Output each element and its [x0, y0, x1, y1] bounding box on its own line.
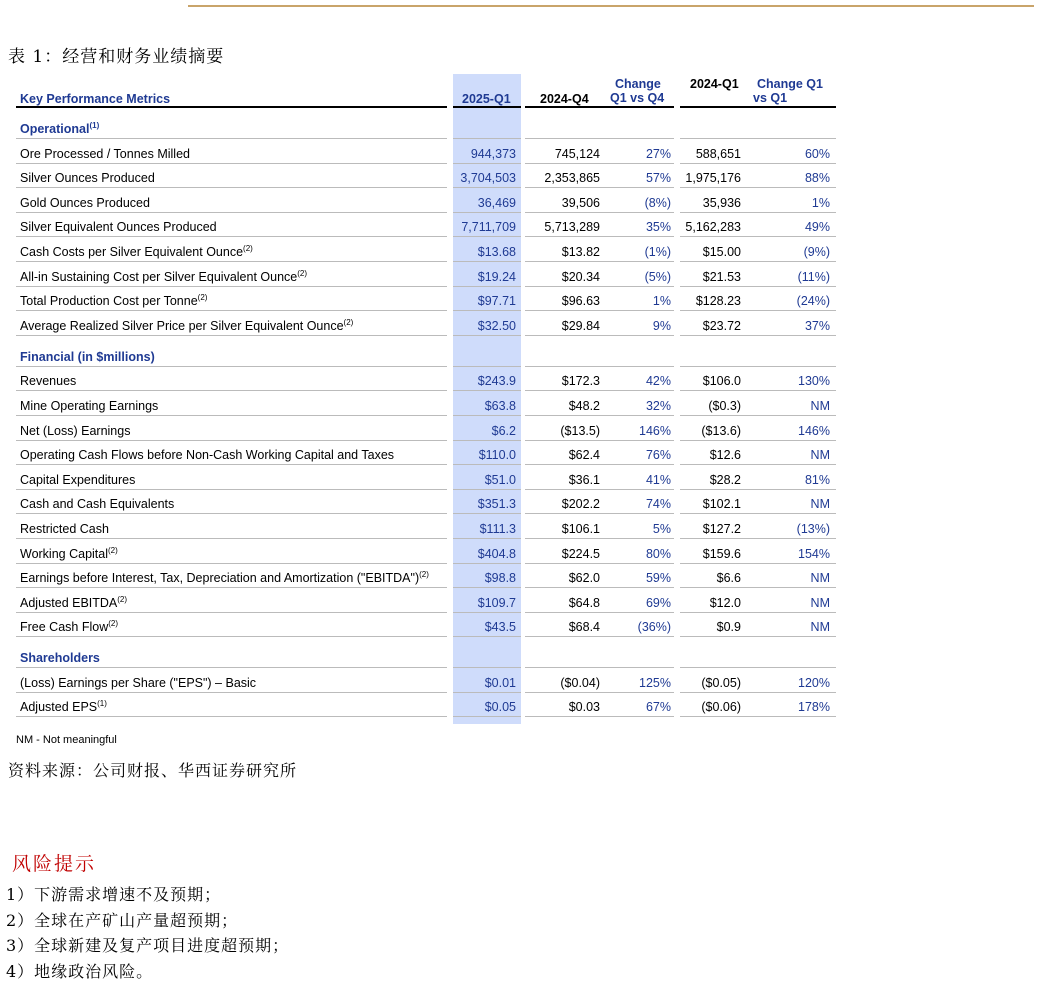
metric-footnote-marker: (2): [197, 293, 208, 303]
change-q1-vs-q1: 88%: [804, 171, 830, 186]
table-row: [16, 588, 836, 613]
change-q1-vs-q1: 37%: [804, 318, 830, 333]
change-q1-vs-q1: (9%): [803, 244, 830, 259]
header-change-q1-vs-q4-line2: Q1 vs Q4: [610, 91, 665, 105]
change-q1-vs-q1: (13%): [796, 521, 830, 536]
value-2024-q1: 5,162,283: [685, 220, 741, 235]
section-row: [16, 637, 836, 668]
value-2024-q1: $21.53: [702, 269, 741, 284]
value-2024-q4: ($0.04): [560, 675, 600, 690]
header-change-q1-vs-q1-line1: Change Q1: [757, 77, 823, 91]
metric-label: [20, 497, 174, 511]
change-q1-vs-q1: 146%: [798, 423, 830, 438]
change-q1-vs-q4: 67%: [645, 700, 671, 715]
metric-label: [20, 294, 207, 308]
value-2024-q4: $64.8: [568, 595, 600, 610]
section-title-text: Shareholders: [20, 651, 100, 666]
metric-label-text: All-in Sustaining Cost per Silver Equivalent Ounce: [20, 269, 298, 284]
value-2024-q1: ($0.05): [701, 675, 741, 690]
risk-item: 4）地缘政治风险。: [6, 961, 154, 981]
change-q1-vs-q1: NM: [810, 448, 830, 463]
header-change-q1-vs-q1-line2: vs Q1: [753, 91, 788, 105]
metric-label: [20, 374, 76, 388]
section-footnote-marker: (1): [89, 121, 100, 130]
value-2025-q1: $43.5: [484, 620, 516, 635]
metric-label: [20, 245, 253, 259]
metric-label: [20, 171, 155, 185]
row-divider: [16, 716, 447, 717]
table-caption: 表 1：经营和财务业绩摘要: [8, 47, 225, 67]
metric-label: [20, 473, 135, 487]
source-note: 资料来源：公司财报、华西证券研究所: [8, 761, 298, 780]
header-change-q1-vs-q4-line1: Change: [615, 77, 661, 91]
change-q1-vs-q1: 120%: [798, 675, 830, 690]
risk-item: 3）全球新建及复产项目进度超预期；: [6, 936, 290, 955]
metric-label-text: Capital Expenditures: [20, 472, 136, 487]
change-q1-vs-q1: NM: [810, 620, 830, 635]
change-q1-vs-q1: NM: [810, 398, 830, 413]
table-row: [16, 164, 836, 189]
table-row: [16, 490, 836, 515]
risk-item: 1）下游需求增速不及预期；: [6, 885, 222, 904]
row-divider: [453, 716, 521, 717]
top-divider: [188, 5, 1034, 7]
value-2024-q1: $12.0: [709, 595, 741, 610]
change-q1-vs-q1: (24%): [796, 294, 830, 309]
change-q1-vs-q4: 32%: [645, 398, 671, 413]
value-2025-q1: $243.9: [477, 374, 516, 389]
value-2024-q4: $106.1: [561, 521, 600, 536]
value-2024-q4: $62.4: [568, 448, 600, 463]
risk-title: 风险提示: [12, 853, 97, 875]
table-row: [16, 188, 836, 213]
row-divider: [680, 716, 836, 717]
header-metric: Key Performance Metrics: [20, 92, 171, 106]
metric-label-text: Restricted Cash: [20, 521, 109, 536]
metric-label-text: Total Production Cost per Tonne: [20, 294, 198, 309]
value-2025-q1: $109.7: [477, 595, 516, 610]
value-2024-q1: $15.00: [702, 244, 741, 259]
change-q1-vs-q4: 76%: [645, 448, 671, 463]
change-q1-vs-q1: 130%: [798, 374, 830, 389]
metric-footnote-marker: (1): [97, 699, 107, 709]
table-row: [16, 465, 836, 490]
metric-label-text: Ore Processed / Tonnes Milled: [20, 146, 190, 161]
value-2024-q1: 588,651: [695, 146, 741, 161]
metric-label-text: Silver Equivalent Ounces Produced: [20, 220, 217, 235]
value-2024-q1: $102.1: [702, 497, 741, 512]
metric-label-text: Revenues: [20, 374, 77, 389]
change-q1-vs-q4: (8%): [644, 195, 671, 210]
change-q1-vs-q4: 59%: [645, 571, 671, 586]
table-row: [16, 416, 836, 441]
change-q1-vs-q4: 35%: [645, 220, 671, 235]
value-2025-q1: $404.8: [477, 546, 516, 561]
metric-label-text: Working Capital: [20, 546, 109, 561]
table-row: [16, 262, 836, 287]
value-2024-q4: $13.82: [561, 244, 600, 259]
metric-label: [20, 547, 118, 561]
table-row: [16, 564, 836, 589]
value-2025-q1: $98.8: [484, 571, 516, 586]
value-2025-q1: $19.24: [477, 269, 516, 284]
value-2024-q4: $202.2: [561, 497, 600, 512]
value-2024-q1: ($13.6): [701, 423, 741, 438]
table-row: [16, 139, 836, 164]
change-q1-vs-q1: (11%): [797, 269, 830, 284]
value-2025-q1: $0.01: [484, 675, 516, 690]
change-q1-vs-q1: 60%: [804, 146, 830, 161]
metric-label-text: Adjusted EPS: [20, 700, 98, 715]
value-2024-q4: $172.3: [561, 374, 600, 389]
value-2024-q4: ($13.5): [560, 423, 600, 438]
metric-label-text: (Loss) Earnings per Share ("EPS") – Basic: [20, 675, 257, 690]
change-q1-vs-q4: 5%: [652, 521, 671, 536]
value-2024-q4: $48.2: [568, 398, 600, 413]
change-q1-vs-q4: 74%: [645, 497, 671, 512]
table-row: [16, 693, 836, 718]
change-q1-vs-q4: 41%: [645, 472, 671, 487]
kpi-table: [16, 74, 836, 717]
value-2024-q4: $62.0: [568, 571, 600, 586]
value-2025-q1: $0.05: [484, 700, 516, 715]
value-2024-q4: 5,713,289: [544, 220, 600, 235]
section-title: [20, 122, 99, 136]
value-2024-q4: $68.4: [568, 620, 600, 635]
value-2024-q4: 745,124: [554, 146, 600, 161]
value-2025-q1: $97.71: [477, 294, 516, 309]
value-2025-q1: 7,711,709: [461, 220, 516, 235]
value-2025-q1: 36,469: [477, 195, 516, 210]
change-q1-vs-q4: 80%: [645, 546, 671, 561]
value-2024-q1: $23.72: [702, 318, 741, 333]
metric-footnote-marker: (2): [419, 570, 429, 580]
change-q1-vs-q1: 1%: [811, 195, 830, 210]
metric-label: [20, 448, 394, 462]
value-2024-q1: $28.2: [709, 472, 741, 487]
value-2024-q4: $96.63: [561, 294, 600, 309]
metric-label: [20, 596, 127, 610]
change-q1-vs-q4: 69%: [645, 595, 671, 610]
change-q1-vs-q4: (5%): [644, 269, 671, 284]
change-q1-vs-q1: 178%: [798, 700, 830, 715]
value-2024-q1: 35,936: [702, 195, 741, 210]
value-2025-q1: $110.0: [478, 448, 516, 463]
metric-label-text: Cash and Cash Equivalents: [20, 497, 175, 512]
change-q1-vs-q4: 125%: [639, 675, 671, 690]
value-2024-q1: $0.9: [716, 620, 741, 635]
metric-footnote-marker: (2): [117, 594, 128, 604]
change-q1-vs-q4: 146%: [639, 423, 671, 438]
change-q1-vs-q1: NM: [810, 497, 830, 512]
change-q1-vs-q1: 81%: [804, 472, 830, 487]
metric-label: [20, 571, 429, 585]
value-2024-q4: $224.5: [561, 546, 600, 561]
table-row: [16, 311, 836, 336]
value-2024-q1: ($0.3): [708, 398, 741, 413]
footnote: NM - Not meaningful: [16, 734, 117, 746]
table-row: [16, 213, 836, 238]
value-2024-q4: $36.1: [568, 472, 600, 487]
table-row: [16, 668, 836, 693]
metric-label: [20, 700, 107, 714]
table-row: [16, 514, 836, 539]
value-2024-q1: $106.0: [702, 374, 741, 389]
value-2024-q1: $127.2: [702, 521, 741, 536]
metric-footnote-marker: (2): [343, 317, 354, 327]
metric-label: [20, 319, 353, 333]
metric-footnote-marker: (2): [243, 243, 253, 253]
value-2025-q1: $63.8: [484, 398, 516, 413]
value-2025-q1: $13.68: [477, 244, 516, 259]
table-row: [16, 539, 836, 564]
change-q1-vs-q4: 42%: [645, 374, 671, 389]
table-row: [16, 391, 836, 416]
metric-label: [20, 676, 256, 690]
metric-label: [20, 424, 130, 438]
value-2024-q4: 39,506: [561, 195, 600, 210]
value-2024-q4: $20.34: [561, 269, 600, 284]
row-divider: [525, 716, 674, 717]
value-2024-q1: $6.6: [716, 571, 741, 586]
value-2024-q1: ($0.06): [701, 700, 741, 715]
change-q1-vs-q1: 154%: [798, 546, 830, 561]
metric-label-text: Operating Cash Flows before Non-Cash Working Capital and Taxes: [20, 448, 395, 463]
value-2025-q1: $6.2: [491, 423, 516, 438]
table-row: [16, 237, 836, 262]
risk-item: 2）全球在产矿山产量超预期；: [6, 910, 239, 930]
value-2025-q1: 944,373: [470, 146, 516, 161]
section-title-text: Operational: [20, 122, 90, 136]
header-2024-q1: 2024-Q1: [690, 77, 739, 91]
section-title-text: Financial (in $millions): [20, 349, 155, 364]
change-q1-vs-q1: NM: [810, 571, 830, 586]
metric-footnote-marker: (2): [108, 619, 119, 629]
value-2025-q1: 3,704,503: [460, 171, 516, 186]
header-2025-q1: 2025-Q1: [462, 92, 511, 106]
value-2024-q1: $12.6: [709, 448, 741, 463]
change-q1-vs-q4: 1%: [652, 294, 671, 309]
metric-label: [20, 147, 190, 161]
value-2024-q1: 1,975,176: [685, 171, 741, 186]
metric-label-text: Mine Operating Earnings: [20, 398, 159, 413]
metric-label: [20, 399, 158, 413]
value-2024-q4: $29.84: [561, 318, 600, 333]
table-row: [16, 287, 836, 312]
section-title: [20, 651, 100, 665]
header-2024-q4: 2024-Q4: [540, 92, 589, 106]
metric-label-text: Adjusted EBITDA: [20, 595, 118, 610]
metric-label-text: Earnings before Interest, Tax, Depreciation and Amortization ("EBITDA"): [20, 571, 420, 586]
metric-label: [20, 220, 217, 234]
table-row: [16, 367, 836, 392]
metric-label-text: Net (Loss) Earnings: [20, 423, 131, 438]
value-2025-q1: $32.50: [477, 318, 516, 333]
change-q1-vs-q4: 9%: [652, 318, 671, 333]
metric-label: [20, 620, 118, 634]
change-q1-vs-q4: 27%: [645, 146, 671, 161]
metric-label-text: Free Cash Flow: [20, 620, 109, 635]
metric-label-text: Cash Costs per Silver Equivalent Ounce: [20, 244, 244, 259]
section-row: [16, 336, 836, 367]
table-body: [16, 108, 836, 717]
change-q1-vs-q1: NM: [810, 595, 830, 610]
metric-label-text: Silver Ounces Produced: [20, 171, 155, 186]
value-2025-q1: $51.0: [484, 472, 516, 487]
change-q1-vs-q4: 57%: [645, 171, 671, 186]
metric-label: [20, 196, 150, 210]
metric-label-text: Average Realized Silver Price per Silver Equivalent Ounce: [20, 318, 344, 333]
value-2024-q4: 2,353,865: [544, 171, 600, 186]
value-2024-q1: $128.23: [695, 294, 741, 309]
section-title: [20, 350, 155, 364]
value-2024-q4: $0.03: [568, 700, 600, 715]
value-2024-q1: $159.6: [702, 546, 741, 561]
risk-list: [6, 882, 289, 984]
metric-footnote-marker: (2): [108, 545, 118, 555]
table-header: [16, 74, 836, 108]
metric-label-text: Gold Ounces Produced: [20, 195, 150, 210]
section-row: [16, 108, 836, 139]
change-q1-vs-q1: 49%: [804, 220, 830, 235]
change-q1-vs-q4: (1%): [644, 244, 671, 259]
table-row: [16, 441, 836, 466]
value-2025-q1: $351.3: [477, 497, 516, 512]
table-row: [16, 613, 836, 638]
metric-footnote-marker: (2): [297, 268, 308, 278]
metric-label: [20, 522, 109, 536]
value-2025-q1: $111.3: [479, 521, 516, 536]
change-q1-vs-q4: (36%): [637, 620, 671, 635]
metric-label: [20, 270, 307, 284]
